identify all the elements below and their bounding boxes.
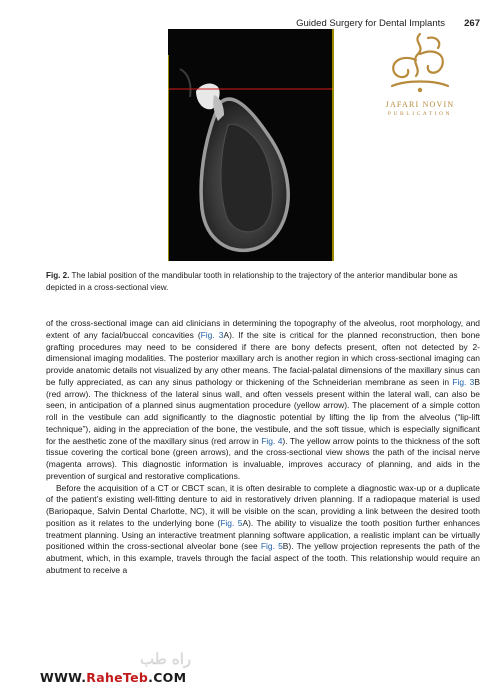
- logo-name: JAFARI NOVIN: [385, 100, 455, 109]
- text-run: Before the acquisition of a CT or CBCT scan, it is often desirable to complete a diagnostic wax-up or a duplicate of the patient’s existing well-fitting denture to aid in restoratively driven planning. If a radiopaque material is used (Bariopaque, Salvin Dental Charlotte, NC), it will be visible on the scan, providing a link between the desired tooth position as it relates to the underlying bone (: [46, 482, 480, 528]
- running-header: Guided Surgery for Dental Implants: [296, 18, 445, 29]
- text-run: B (red arrow). The thickness of the lateral sinus wall, and often vessels present within the lateral wall, can also be seen, in anticipation of a planned sinus augmentation procedure (yellow arrow). The placement of a simple cotton roll in the vestibule can add significantly to the diagnostic potential by lifting the lip from the alveolus (“lip-lift technique”), aiding in the appreciation of the bone, the vestibule, and the soft tissue, which is especially significant for the aesthetic zone of the maxillary sinus (red arrow in: [46, 376, 480, 446]
- watermark-overlay: راه طب: [140, 650, 192, 668]
- figure-link[interactable]: Fig. 5: [260, 541, 283, 552]
- url-brand: RaheTeb: [86, 670, 149, 685]
- url-prefix: WWW.: [40, 670, 87, 685]
- text-run: A). If the site is critical for the planned reconstruction, then bone grafting procedures may need to be considered if there are bony defects present, often not detected by 2-dimensional imaging modalities. The posterior maxillary arch is another region in which cross-sectional imaging can provide anatomic details not visualized by any other means. The facial-palatal dimensions of the maxillary sinus can be fully appreciated, as can any sinus pathology or thickening of the Schneiderian membrane as seen in: [46, 329, 480, 387]
- text-run: ). The yellow arrow points to the thickness of the soft tissue covering the cortical bone (green arrows), and the cross-sectional view shows the path of the incisal nerve (magenta arrows). This diagnostic information is invaluable, improves accuracy of planning, and aids in the prevention of surgical and restorative complications.: [46, 435, 480, 481]
- text-run: B). The yellow projection represents the path of the abutment, which, in this example, travels through the facial aspect of the tooth. This relationship would require an abutment to receive a: [46, 541, 480, 575]
- figure-link[interactable]: Fig. 4: [261, 435, 283, 446]
- text-run: A). The ability to visualize the tooth position further enhances treatment planning. Using an interactive treatment planning software application, a realistic implant can be virtually positioned within the cross-sectional alveolar bone (see: [46, 517, 480, 552]
- url-suffix: .COM: [148, 670, 187, 685]
- logo-subtitle: PUBLICATION: [387, 111, 453, 117]
- figure-caption: [46, 270, 476, 294]
- figure-link[interactable]: Fig. 3: [452, 376, 475, 387]
- watermark: [40, 650, 370, 690]
- ct-cross-section-image: [168, 29, 334, 261]
- body-text: [46, 318, 480, 577]
- paragraph: [46, 318, 480, 483]
- text-run: of the cross-sectional image can aid clinicians in determining the topography of the alveolus, root morphology, and extent of any facial/buccal concavities (: [46, 318, 480, 340]
- figure-link[interactable]: Fig. 5: [220, 517, 243, 528]
- figure-label: Fig. 2.: [46, 271, 70, 280]
- watermark-url: [40, 670, 186, 685]
- paragraph: [46, 483, 480, 577]
- ornament-icon: [382, 30, 458, 98]
- figure-link[interactable]: Fig. 3: [200, 329, 224, 340]
- publisher-logo: [356, 30, 484, 126]
- caption-text: The labial position of the mandibular tooth in relationship to the trajectory of the anterior mandibular bone as depicted in a cross-sectional view.: [46, 271, 458, 292]
- page-number: 267: [464, 18, 480, 29]
